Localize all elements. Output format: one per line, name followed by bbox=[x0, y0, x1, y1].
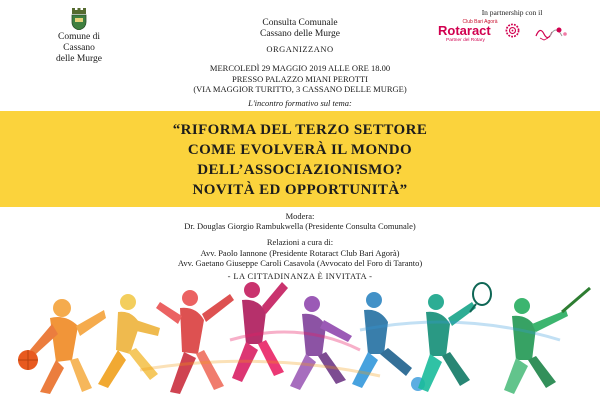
event-address: (VIA MAGGIOR TURITTO, 3 CASSANO DELLE MURGE) bbox=[193, 84, 407, 94]
modera-label: Modera: bbox=[285, 211, 315, 221]
crest-icon bbox=[69, 8, 89, 30]
sports-silhouettes-illustration bbox=[0, 280, 600, 400]
gymnast-figure bbox=[156, 290, 234, 394]
bat-icon bbox=[562, 288, 590, 312]
comune-name-line2: delle Murge bbox=[56, 54, 102, 64]
comune-name-line1: Comune di Cassano bbox=[58, 32, 100, 53]
event-venue: PRESSO PALAZZO MIANI PEROTTI bbox=[232, 73, 368, 84]
event-details bbox=[0, 63, 600, 95]
tennis-racket-icon bbox=[470, 283, 491, 312]
title-line: COME EVOLVERÀ IL MONDO bbox=[187, 142, 413, 158]
event-title bbox=[0, 111, 600, 200]
rotaract-logo bbox=[432, 19, 592, 43]
rotaract-club-name: Club Bari Agorà bbox=[462, 19, 498, 25]
title-line: DELL’ASSOCIAZIONISMO? bbox=[197, 162, 403, 178]
partner-emblem-icon bbox=[532, 22, 570, 42]
batter-figure bbox=[504, 298, 568, 394]
invitation-text: - LA CITTADINANZA È INVITATA - bbox=[227, 271, 373, 281]
comune-logo bbox=[44, 8, 114, 65]
basketball-player-figure bbox=[30, 299, 106, 394]
speaker-2: Avv. Gaetano Giuseppe Caroli Casavola (Avvocato del Foro di Taranto) bbox=[177, 258, 423, 268]
title-band bbox=[0, 111, 600, 207]
speaker-1: Avv. Paolo Iannone (Presidente Rotaract Club Bari Agorà) bbox=[200, 248, 400, 258]
tennis-player-figure bbox=[418, 294, 476, 392]
title-line: NOVITÀ ED OPPORTUNITÀ” bbox=[192, 182, 408, 198]
consulta-line2: Cassano delle Murge bbox=[259, 29, 341, 39]
intro-text: L'incontro formativo sul tema: bbox=[248, 98, 352, 108]
event-date-time: MERCOLEDÌ 29 MAGGIO 2019 ALLE ORE 18.00 bbox=[209, 63, 391, 73]
rotaract-subtitle: Partner del Rotary bbox=[446, 38, 485, 43]
partnership-block bbox=[432, 8, 592, 43]
organizzano-label: ORGANIZZANO bbox=[266, 44, 334, 54]
relazioni-label: Relazioni a cura di: bbox=[266, 237, 334, 247]
rotary-wheel-icon bbox=[505, 23, 520, 38]
runner-figure bbox=[98, 294, 160, 388]
consulta-line1: Consulta Comunale bbox=[262, 18, 338, 28]
consulta-block bbox=[215, 18, 385, 40]
partnership-label: In partnership con il bbox=[481, 8, 543, 17]
title-line: “RIFORMA DEL TERZO SETTORE bbox=[172, 122, 428, 138]
moderator-name: Dr. Douglas Giorgio Rambukwella (Presidente Consulta Comunale) bbox=[184, 221, 416, 231]
rotaract-name: Rotaract bbox=[438, 23, 491, 38]
